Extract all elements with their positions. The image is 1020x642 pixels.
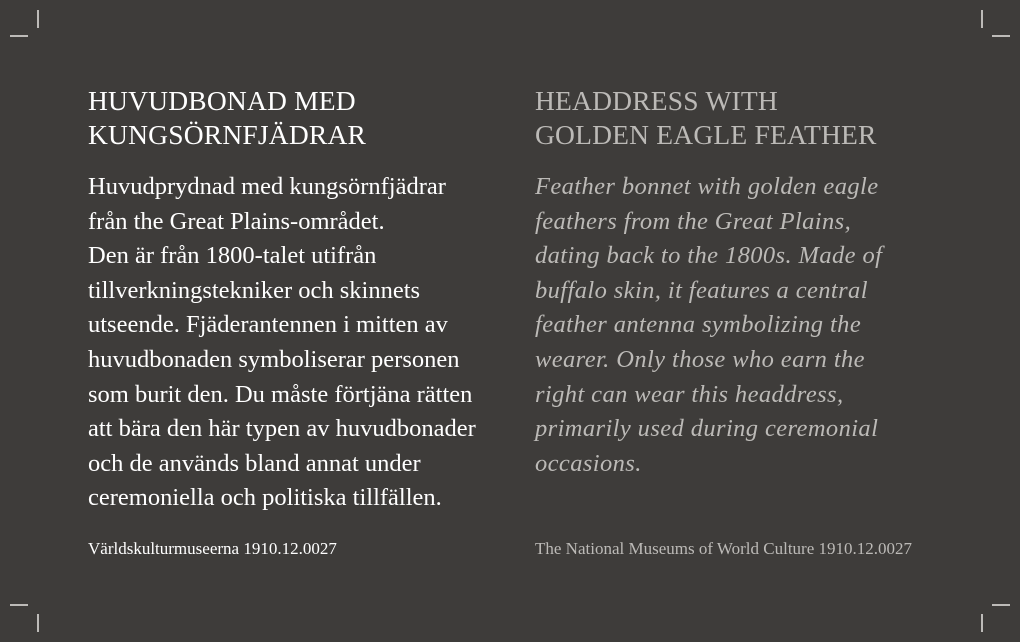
english-credit: The National Museums of World Culture 1910.12.0027 [535, 539, 912, 558]
english-title: HEADDRESS WITH GOLDEN EAGLE FEATHER [535, 85, 877, 150]
crop-mark-top-right-horizontal [992, 35, 1010, 37]
crop-mark-bottom-left-horizontal [10, 604, 28, 606]
swedish-description: Huvudprydnad med kungsörnfjädrar från the Great Plains-området. Den är från 1800-talet utifrån tillverkningstekniker och skinnets utseende. Fjäderantennen i mitten av huvudbonaden symboliserar personen som burit den. Du måste förtjäna rätten att bära den här typen av huvudbonader och de används bland annat under ceremoniella och politiska tillfällen. [88, 173, 476, 512]
swedish-title: HUVUDBONAD MED KUNGSÖRNFJÄDRAR [88, 85, 367, 150]
crop-mark-bottom-left-vertical [37, 614, 39, 632]
crop-mark-bottom-right-horizontal [992, 604, 1010, 606]
swedish-credit: Världskulturmuseerna 1910.12.0027 [88, 539, 337, 558]
english-label-column [535, 84, 955, 558]
crop-mark-top-left-horizontal [10, 35, 28, 37]
english-description: Feather bonnet with golden eagle feathers from the Great Plains, dating back to the 1800s. Made of buffalo skin, it features a central feather antenna symbolizing the wearer. Only those who earn the right can wear this headdress, primarily used during ceremonial occasions. [535, 173, 883, 477]
crop-mark-top-left-vertical [37, 10, 39, 28]
crop-mark-top-right-vertical [981, 10, 983, 28]
crop-mark-bottom-right-vertical [981, 614, 983, 632]
swedish-label-column [88, 84, 508, 558]
